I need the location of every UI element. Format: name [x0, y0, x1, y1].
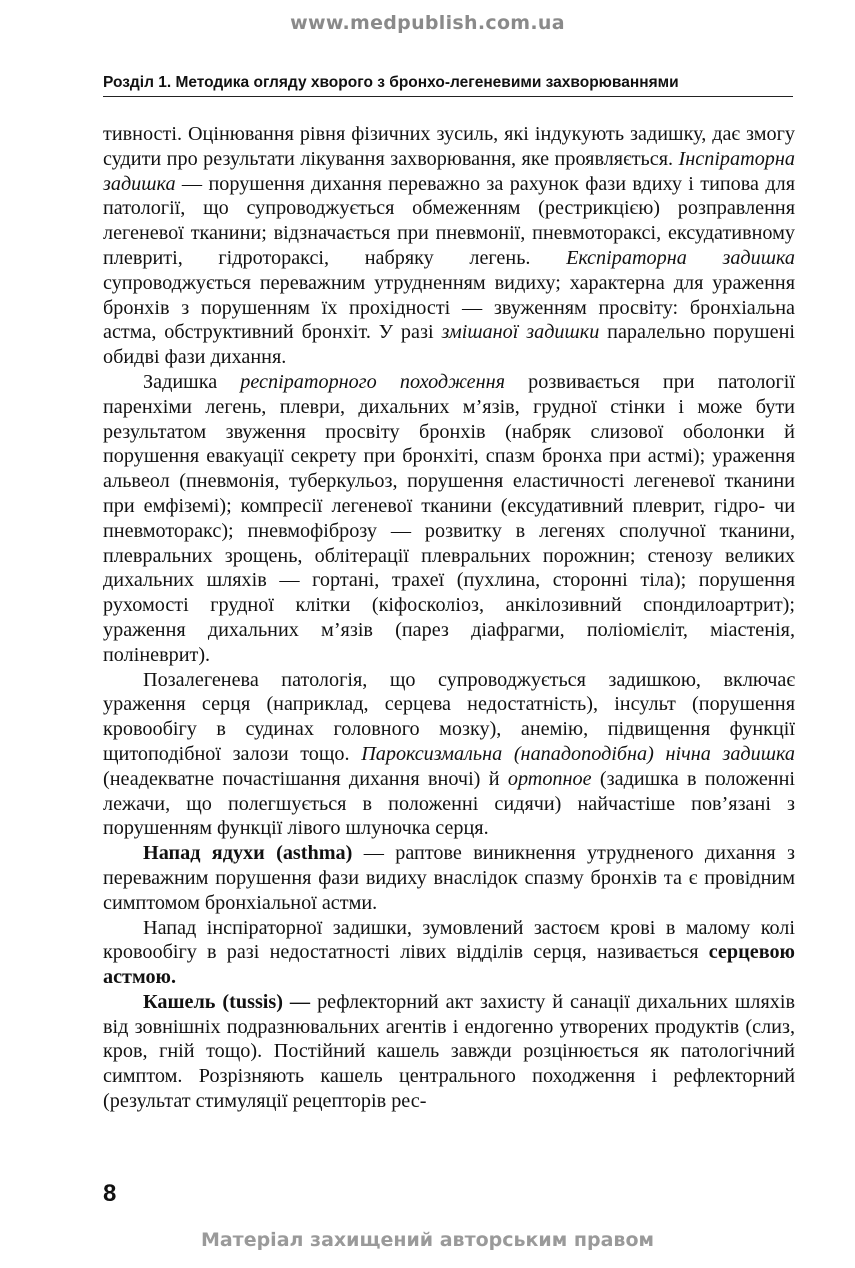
italic-term: змішаної задишки	[441, 321, 600, 344]
text-run: (неадекватне почастішання дихання вночі) й	[103, 767, 508, 790]
italic-term: Інспіраторна задишка	[103, 147, 795, 195]
text-run: супроводжується переважним утрудненням видиху; характерна для ураження бронхів з порушенням їх прохідності — звуженням просвіту: бронхіальна астма, обструктивний бронхіт. У разі	[103, 271, 795, 344]
page-number: 8	[103, 1180, 117, 1207]
italic-term: ортопное	[507, 767, 592, 790]
running-head: Розділ 1. Методика огляду хворого з бронхо-легеневими захворюваннями	[103, 74, 793, 97]
text-run: тивності. Оцінювання рівня фізичних зусиль, які індукують задишку, дає змогу судити про результати лікування захворювання, яке проявляється.	[103, 123, 795, 170]
paragraph	[103, 668, 795, 842]
bold-term: Кашель (tussis) —	[143, 990, 311, 1013]
text-run: (задишка в положенні лежачи, що полегшується в положенні сидячи) найчастіше пов’язані з порушенням функції лівого шлуночка серця.	[103, 767, 795, 840]
paragraph	[103, 122, 795, 370]
paragraph	[103, 370, 795, 668]
text-run: Задишка	[143, 370, 241, 393]
text-run: — порушення дихання переважно за рахунок фази вдиху і типова для патології, що супроводжується обмеженням (рестрикцією) розправлення легеневої тканини; відзначається при пневмонії, пневмотораксі, ексудативному плевриті, гідротораксі, набряку легень.	[103, 172, 795, 269]
italic-term: Пароксизмальна (нападоподібна) нічна задишка	[361, 742, 795, 765]
text-run: розвивається при патології паренхіми легень, плеври, дихальних м’язів, грудної стінки і може бути результатом звуження просвіту бронхів (набряк слизової оболонки й порушення евакуації секрету при бронхіті, спазм бронха при астмі); ураження альвеол (пневмонія, туберкульоз, порушення еластичності легеневої тканини при емфіземі); компресії легеневої тканини (ексудативний плеврит, гідро- чи пневмоторакс); пневмофіброзу — розвитку в легенях сполучної тканини, плевральних зрощень, облітерації плевральних порожнин; стенозу великих дихальних шляхів — гортані, трахеї (пухлина, сторонні тіла); порушення рухомості грудної клітки (кіфосколіоз, анкілозивний спондилоартрит); ураження дихальних м’язів (парез діафрагми, поліомієліт, міастенія, поліневрит).	[103, 370, 796, 666]
text-run: Напад інспіраторної задишки, зумовлений застоєм крові в малому колі кровообігу в разі недостатності лівих відділів серця, називається	[103, 916, 795, 964]
body-text	[103, 122, 795, 1114]
paragraph	[103, 916, 795, 990]
bold-term: серцевою астмою.	[103, 941, 795, 989]
text-run: — раптове виникнення утрудненого дихання з переважним порушення фази видиху внаслідок спазму бронхів та є провідним симптомом бронхіальної астми.	[103, 842, 795, 914]
text-run: паралельно порушені обидві фази дихання.	[103, 321, 795, 369]
site-url: www.medpublish.com.ua	[290, 12, 565, 34]
bold-term: Напад ядухи (asthma)	[143, 842, 353, 865]
paragraph	[103, 841, 795, 915]
text-run: Позалегенева патологія, що супроводжується задишкою, включає ураження серця (наприклад, серцева недостатність), інсульт (порушення кровообігу в судинах головного мозку), анемію, підвищення функції щитоподібної залози тощо.	[103, 668, 795, 765]
copyright-note: Матеріал захищений авторським правом	[200, 1229, 655, 1251]
italic-term: респіраторного походження	[240, 370, 506, 393]
paragraph	[103, 990, 795, 1114]
text-run: рефлекторний акт захисту й санації дихальних шляхів від зовнішніх подразнювальних агентів і ендогенно утворених продуктів (слиз, кров, гній тощо). Постійний кашель завжди розцінюється як патологічний симптом. Розрізняють кашель центрального походження і рефлекторний (результат стимуляції рецепторів рес-	[103, 990, 795, 1113]
italic-term: Експіраторна задишка	[566, 246, 796, 269]
